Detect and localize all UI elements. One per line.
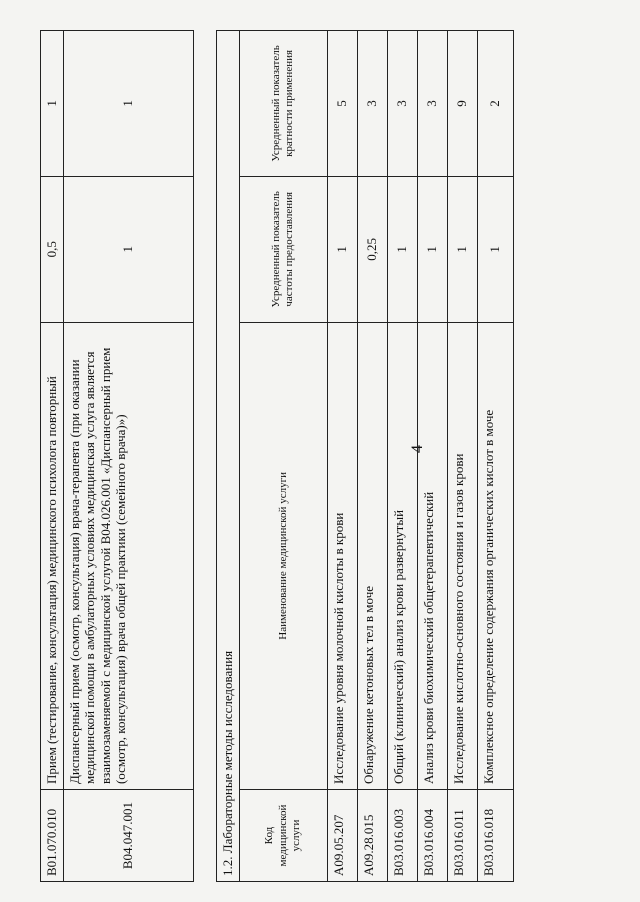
service-code: B01.070.010	[41, 790, 64, 882]
multiplicity-value: 9	[447, 31, 477, 177]
multiplicity-value: 3	[417, 31, 447, 177]
service-name: Общий (клинический) анализ крови развернутый	[387, 322, 417, 789]
frequency-value: 1	[327, 176, 357, 322]
section-title-row	[217, 31, 240, 882]
header-code: Код медицинской услуги	[239, 790, 327, 882]
frequency-value: 0,25	[357, 176, 387, 322]
table-row	[41, 31, 64, 882]
table-row	[417, 31, 447, 882]
frequency-value: 1	[447, 176, 477, 322]
service-name: Комплексное определение содержания органических кислот в моче	[477, 322, 513, 789]
header-name: Наименование медицинской услуги	[239, 322, 327, 789]
multiplicity-value: 1	[63, 31, 193, 177]
multiplicity-value: 1	[41, 31, 64, 177]
frequency-value: 1	[417, 176, 447, 322]
multiplicity-value: 3	[357, 31, 387, 177]
table-row	[327, 31, 357, 882]
section-title: 1.2. Лабораторные методы исследования	[217, 31, 240, 882]
service-name: Анализ крови биохимический общетерапевтический	[417, 322, 447, 789]
frequency-value: 1	[477, 176, 513, 322]
header-row	[239, 31, 327, 882]
multiplicity-value: 3	[387, 31, 417, 177]
frequency-value: 0,5	[41, 176, 64, 322]
service-name: Исследование уровня молочной кислоты в крови	[327, 322, 357, 789]
service-name: Прием (тестирование, консультация) медицинского психолога повторный	[41, 322, 64, 789]
service-code: B04.047.001	[63, 790, 193, 882]
table-row	[357, 31, 387, 882]
service-code: A09.05.207	[327, 790, 357, 882]
header-multiplicity: Усредненный показатель кратности применения	[239, 31, 327, 177]
service-code: B03.016.004	[417, 790, 447, 882]
service-code: A09.28.015	[357, 790, 387, 882]
service-name: Исследование кислотно-основного состояния и газов крови	[447, 322, 477, 789]
services-table-top	[40, 30, 194, 882]
service-code: B03.016.003	[387, 790, 417, 882]
table-row	[477, 31, 513, 882]
multiplicity-value: 2	[477, 31, 513, 177]
frequency-value: 1	[387, 176, 417, 322]
multiplicity-value: 5	[327, 31, 357, 177]
lab-methods-table	[216, 30, 514, 882]
header-frequency: Усредненный показатель частоты предоставления	[239, 176, 327, 322]
table-row	[447, 31, 477, 882]
table-row	[387, 31, 417, 882]
service-name: Диспансерный прием (осмотр, консультация) врача-терапевта (при оказании медицинской помощи в амбулаторных условиях медицинская услуга является взаимозаменяемой с медицинской услугой B04.026.001 «Диспансерный прием (осмотр, консультация) врача общей практики (семейного врача)»)	[63, 322, 193, 789]
service-code: B03.016.011	[447, 790, 477, 882]
rotated-page	[40, 32, 600, 882]
table-row	[63, 31, 193, 882]
service-name: Обнаружение кетоновых тел в моче	[357, 322, 387, 789]
frequency-value: 1	[63, 176, 193, 322]
service-code: B03.016.018	[477, 790, 513, 882]
page-number: 4	[409, 445, 426, 453]
